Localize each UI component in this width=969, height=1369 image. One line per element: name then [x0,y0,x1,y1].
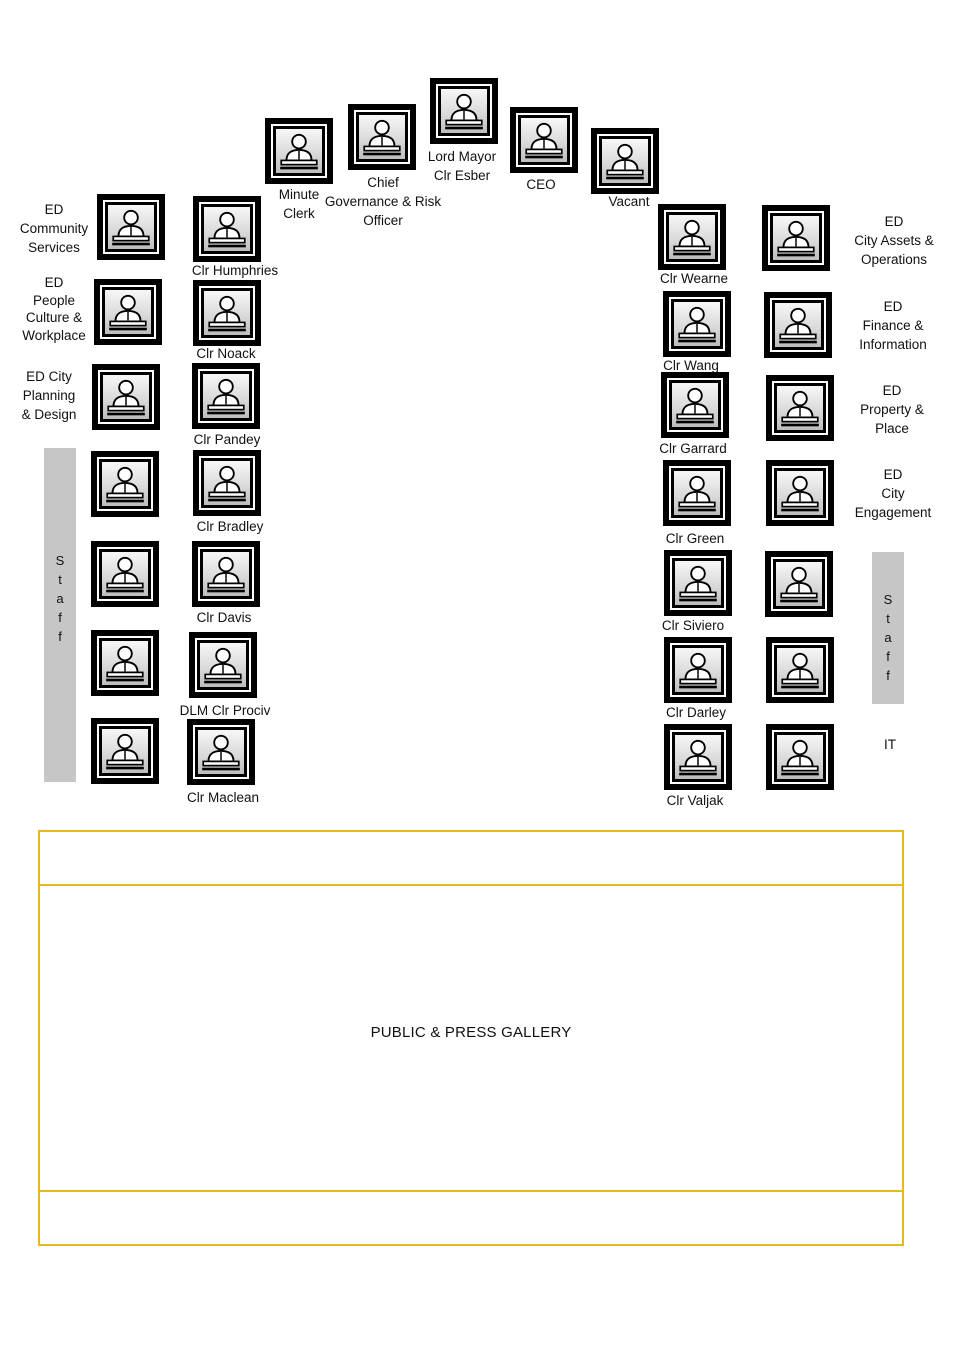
seat-frame [664,210,720,264]
person-at-desk-icon [674,302,720,346]
seat-frame [195,638,251,692]
seat-frame [97,547,153,601]
label-clr-wang: Clr Wang [663,358,719,373]
seat-clr-darley [664,637,732,703]
seat-frame [516,113,572,167]
seat-frame [770,298,826,352]
label-ed-finance: ED Finance & Information [859,299,927,352]
seat-ceo [510,107,578,173]
seat-right-staff-1 [765,551,833,617]
seat-chief-governance [348,104,416,170]
person-at-desk-icon [675,648,721,692]
seat-ed-community [97,194,165,260]
seat-clr-humphries [193,196,261,262]
seat-frame [772,466,828,520]
seat-clr-pandey [192,363,260,429]
label-clr-davis: Clr Davis [196,610,252,625]
gallery-bottom-strip [40,1190,902,1244]
seat-frame [97,636,153,690]
seat-vacant [591,128,659,194]
seat-frame [198,369,254,423]
staff-bar-left: S t a f f [44,448,76,782]
seat-clr-noack [193,280,261,346]
seat-it [766,724,834,790]
label-clr-valjak: Clr Valjak [666,793,724,808]
label-ceo: CEO [526,177,556,192]
seat-lord-mayor [430,78,498,144]
seat-frame [669,466,725,520]
seat-clr-valjak [664,724,732,790]
person-at-desk-icon [103,375,149,419]
person-at-desk-icon [777,735,823,779]
person-at-desk-icon [441,89,487,133]
gallery-label: PUBLIC & PRESS GALLERY [370,1024,572,1041]
person-at-desk-icon [777,471,823,515]
seat-frame [199,202,255,256]
seat-frame [436,84,492,138]
person-at-desk-icon [203,374,249,418]
seat-ed-people [94,279,162,345]
person-at-desk-icon [773,216,819,260]
seat-right-staff-2 [766,637,834,703]
seat-frame [199,286,255,340]
person-at-desk-icon [359,115,405,159]
seat-frame [198,547,254,601]
label-chief-governance: Chief Governance & Risk Officer [324,175,442,228]
person-at-desk-icon [776,562,822,606]
seat-ed-city-assets [762,205,830,271]
person-at-desk-icon [102,462,148,506]
person-at-desk-icon [669,215,715,259]
label-ed-property: ED Property & Place [860,383,924,436]
person-at-desk-icon [204,461,250,505]
seat-frame [667,378,723,432]
person-at-desk-icon [204,291,250,335]
seat-clr-bradley [193,450,261,516]
label-clr-green: Clr Green [665,531,725,546]
person-at-desk-icon [198,730,244,774]
seat-left-staff-1 [91,451,159,517]
gallery-top-strip [40,832,902,886]
seat-ed-property [766,375,834,441]
label-dlm-clr-prociv: DLM Clr Prociv [179,703,271,718]
seat-frame [98,370,154,424]
label-ed-city-assets: ED City Assets & Operations [854,214,934,267]
seat-frame [103,200,159,254]
person-at-desk-icon [276,129,322,173]
seat-clr-green [663,460,731,526]
label-clr-garrard: Clr Garrard [659,441,727,456]
seat-frame [97,724,153,778]
seat-ed-finance [764,292,832,358]
label-clr-humphries: Clr Humphries [191,263,279,278]
person-at-desk-icon [102,729,148,773]
person-at-desk-icon [672,383,718,427]
seat-frame [670,556,726,610]
seat-frame [670,643,726,697]
person-at-desk-icon [775,303,821,347]
person-at-desk-icon [675,735,721,779]
public-press-gallery [38,830,904,1246]
person-at-desk-icon [777,648,823,692]
seat-frame [772,643,828,697]
seat-left-staff-4 [91,718,159,784]
seat-frame [670,730,726,784]
label-clr-noack: Clr Noack [196,346,256,361]
seat-frame [271,124,327,178]
seat-frame [669,297,725,351]
label-ed-engagement: ED City Engagement [854,467,932,520]
label-clr-bradley: Clr Bradley [196,519,264,534]
seat-clr-wang [663,291,731,357]
person-at-desk-icon [102,552,148,596]
label-clr-siviero: Clr Siviero [661,618,725,633]
seat-dlm-clr-prociv [189,632,257,698]
label-clr-pandey: Clr Pandey [193,432,261,447]
label-vacant: Vacant [608,194,650,209]
label-it: IT [884,737,896,752]
seat-frame [597,134,653,188]
label-lord-mayor: Lord Mayor Clr Esber [427,149,497,183]
staff-bar-right: S t a f f [872,552,904,704]
label-clr-maclean: Clr Maclean [186,790,260,805]
person-at-desk-icon [521,118,567,162]
label-clr-darley: Clr Darley [665,705,726,720]
person-at-desk-icon [108,205,154,249]
seat-frame [768,211,824,265]
seat-left-staff-2 [91,541,159,607]
person-at-desk-icon [203,552,249,596]
seat-frame [354,110,410,164]
seat-left-staff-3 [91,630,159,696]
seat-ed-engagement [766,460,834,526]
seat-clr-siviero [664,550,732,616]
seat-frame [772,730,828,784]
label-ed-people: ED People Culture & Workplace [22,275,86,343]
seat-ed-planning [92,364,160,430]
label-ed-community: ED Community Services [19,202,89,255]
label-minute-clerk: Minute Clerk [278,187,320,221]
person-at-desk-icon [777,386,823,430]
seat-frame [193,725,249,779]
seat-frame [772,381,828,435]
seat-frame [100,285,156,339]
seat-frame [771,557,827,611]
person-at-desk-icon [675,561,721,605]
person-at-desk-icon [204,207,250,251]
person-at-desk-icon [105,290,151,334]
label-clr-wearne: Clr Wearne [659,271,729,286]
person-at-desk-icon [674,471,720,515]
seat-frame [97,457,153,511]
person-at-desk-icon [102,641,148,685]
seat-frame [199,456,255,510]
label-ed-planning: ED City Planning & Design [21,369,77,422]
seat-clr-davis [192,541,260,607]
seat-clr-wearne [658,204,726,270]
seat-clr-garrard [661,372,729,438]
person-at-desk-icon [200,643,246,687]
person-at-desk-icon [602,139,648,183]
seat-clr-maclean [187,719,255,785]
